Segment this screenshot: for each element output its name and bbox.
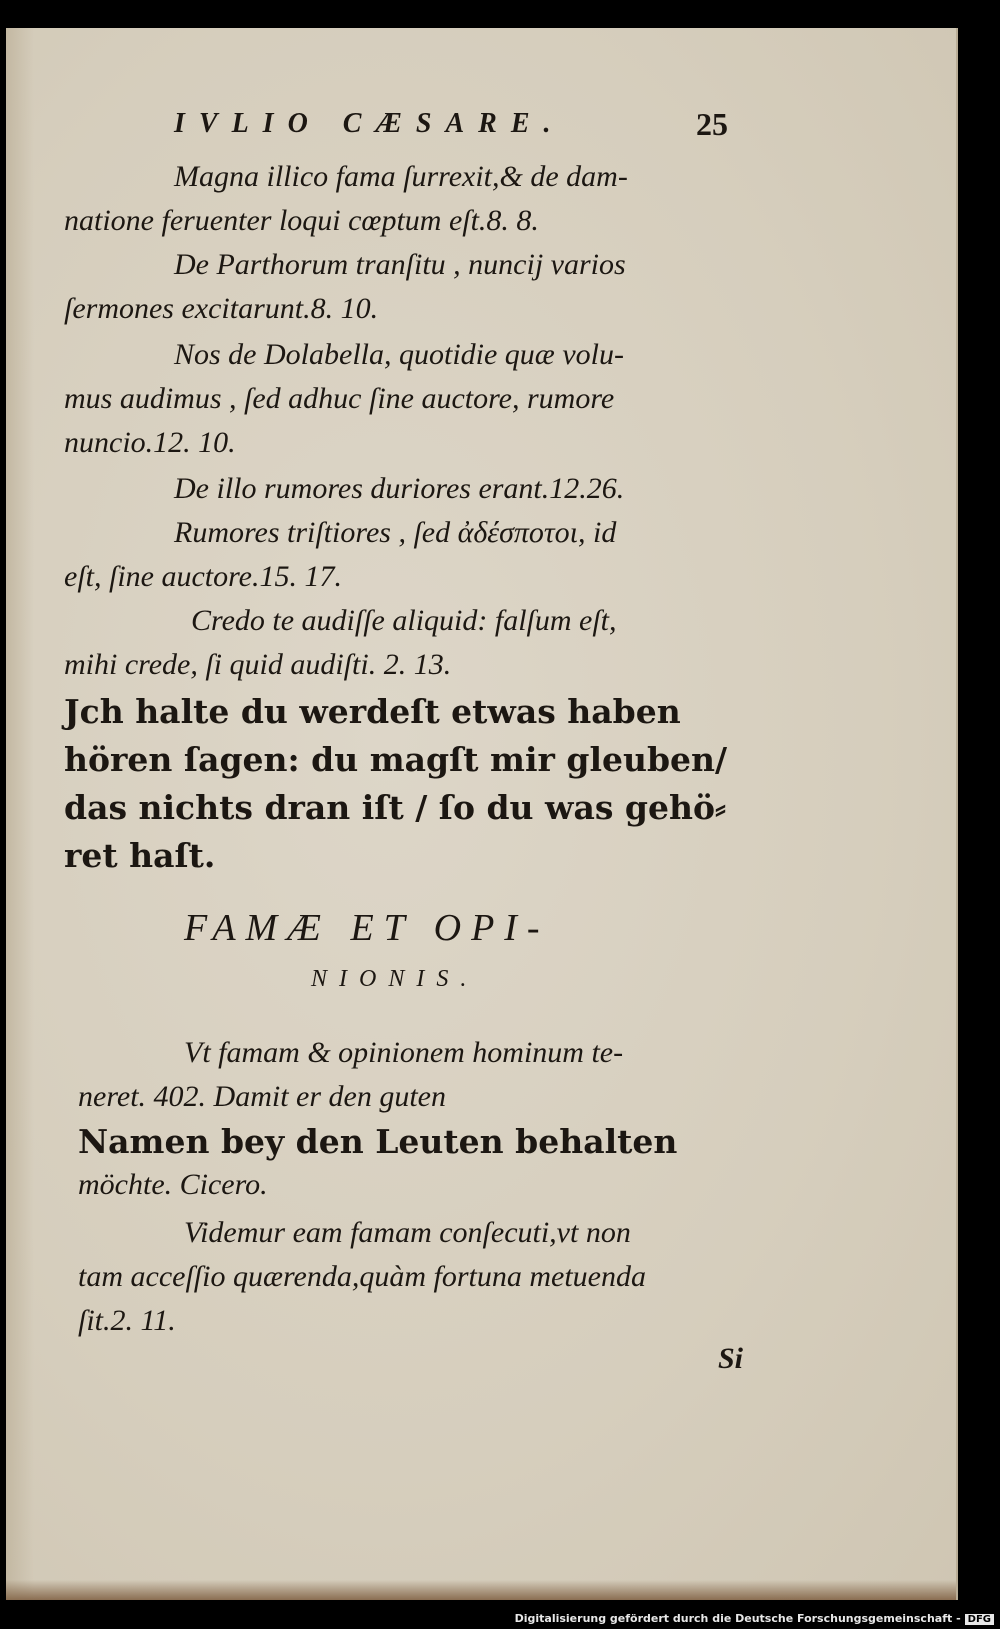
text-line: ſermones excitarunt.8. 10. <box>64 292 379 325</box>
page-number: 25 <box>696 106 728 142</box>
fraktur-line: ret haſt. <box>64 836 216 875</box>
text-line: De Parthorum tranſitu , nuncij varios <box>174 248 626 281</box>
text-line: Videmur eam famam conſecuti,vt non <box>184 1216 631 1249</box>
text-line: neret. 402. Damit er den guten <box>78 1080 446 1113</box>
text-line: Vt famam & opinionem hominum te- <box>184 1036 624 1069</box>
digitization-credit <box>515 1612 994 1625</box>
text-line: mihi crede, ſi quid audiſti. 2. 13. <box>64 648 452 681</box>
page-gutter-shadow <box>6 28 34 1600</box>
fraktur-line: Jch halte du werdeſt etwas haben <box>64 692 681 731</box>
text-line: nuncio.12. 10. <box>64 426 236 459</box>
dfg-logo: DFG <box>965 1614 994 1625</box>
fraktur-line: hören ſagen: du magſt mir gleuben/ <box>64 740 728 779</box>
text-line: natione feruenter loqui cœptum eſt.8. 8. <box>64 204 539 237</box>
text-line: De illo rumores duriores erant.12.26. <box>174 472 625 505</box>
text-line: tam acceſſio quærenda,quàm fortuna metuenda <box>78 1260 646 1293</box>
text-line: ſit.2. 11. <box>78 1304 176 1337</box>
text-line: möchte. Cicero. <box>78 1168 268 1201</box>
text-line: Rumores triſtiores , ſed ἀδέσποτοι, id <box>174 516 617 549</box>
text-line: mus audimus , ſed adhuc ſine auctore, rumore <box>64 382 615 415</box>
book-page <box>6 28 958 1600</box>
text-line: Nos de Dolabella, quotidie quæ volu- <box>174 338 624 371</box>
fraktur-line: das nichts dran iſt / ſo du was gehö⸗ <box>64 788 726 827</box>
text-line: Credo te audiſſe aliquid: falſum eſt, <box>191 604 617 637</box>
running-title: IVLIO CÆSARE. <box>174 108 565 139</box>
section-heading: FAMÆ ET OPI- <box>184 907 550 949</box>
catchword: Si <box>718 1342 744 1375</box>
credit-text: Digitalisierung gefördert durch die Deutsche Forschungsgemeinschaft - <box>514 1612 961 1625</box>
text-line: eſt, ſine auctore.15. 17. <box>64 560 342 593</box>
fraktur-line: Namen bey den Leuten behalten <box>78 1122 678 1161</box>
section-heading-continued: NIONIS. <box>311 966 479 992</box>
text-line: Magna illico fama ſurrexit,& de dam- <box>174 160 628 193</box>
page-bottom-edge <box>6 1580 956 1600</box>
